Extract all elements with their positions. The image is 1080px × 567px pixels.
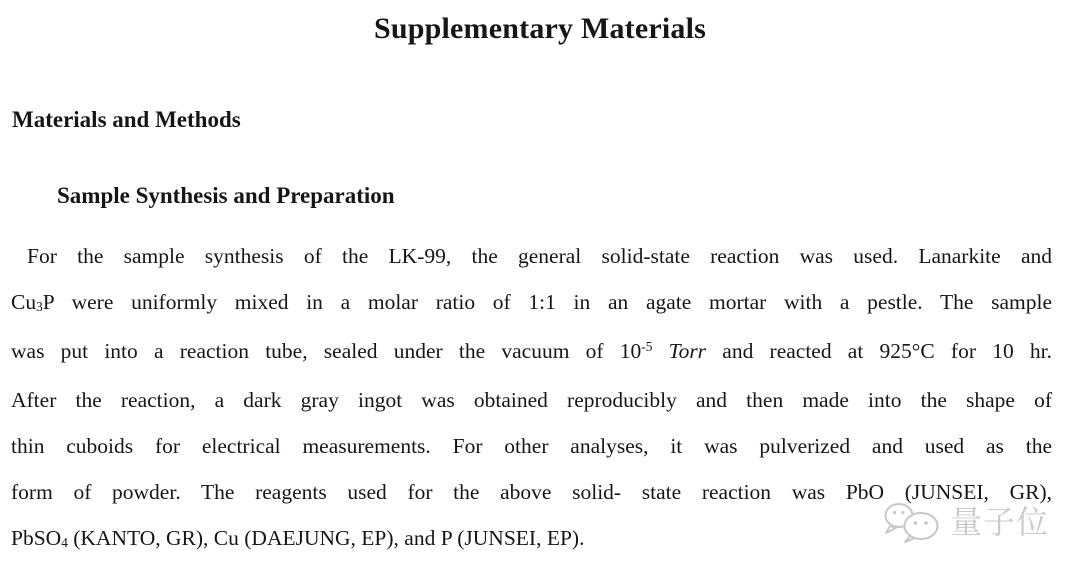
watermark (881, 501, 1049, 543)
wechat-icon (881, 501, 943, 543)
paragraph-line: form of powder. The reagents used for the above solid- state reaction was PbO (JUNSEI, GR), (11, 480, 1052, 504)
paragraph-line: PbSO$_4$ (KANTO, GR), Cu (DAEJUNG, EP), and P (JUNSEI, EP). (11, 526, 585, 551)
paragraph-line: was put into a reaction tube, sealed under the vacuum of $10^{-5}$ Torr and reacted at 925°C for 10 hr. (11, 339, 1053, 363)
subsection-heading: Sample Synthesis and Preparation (57, 183, 395, 208)
page-title: Supplementary Materials (373, 12, 707, 45)
paragraph-line: After the reaction, a dark gray ingot was obtained reproducibly and then made into the shape of (11, 388, 1052, 412)
paragraph-line: thin cuboids for electrical measurements. For other analyses, it was pulverized and used as the (11, 434, 1052, 458)
watermark-label: 量子位 (949, 503, 1049, 541)
paragraph-line: $Cu_3P$ were uniformly mixed in a molar ratio of 1:1 in an agate mortar with a pestle. The sample (11, 290, 1052, 315)
paragraph-line: For the sample synthesis of the LK-99, the general solid-state reaction was used. Lanarkite and (27, 244, 1052, 268)
section-heading: Materials and Methods (12, 107, 241, 132)
